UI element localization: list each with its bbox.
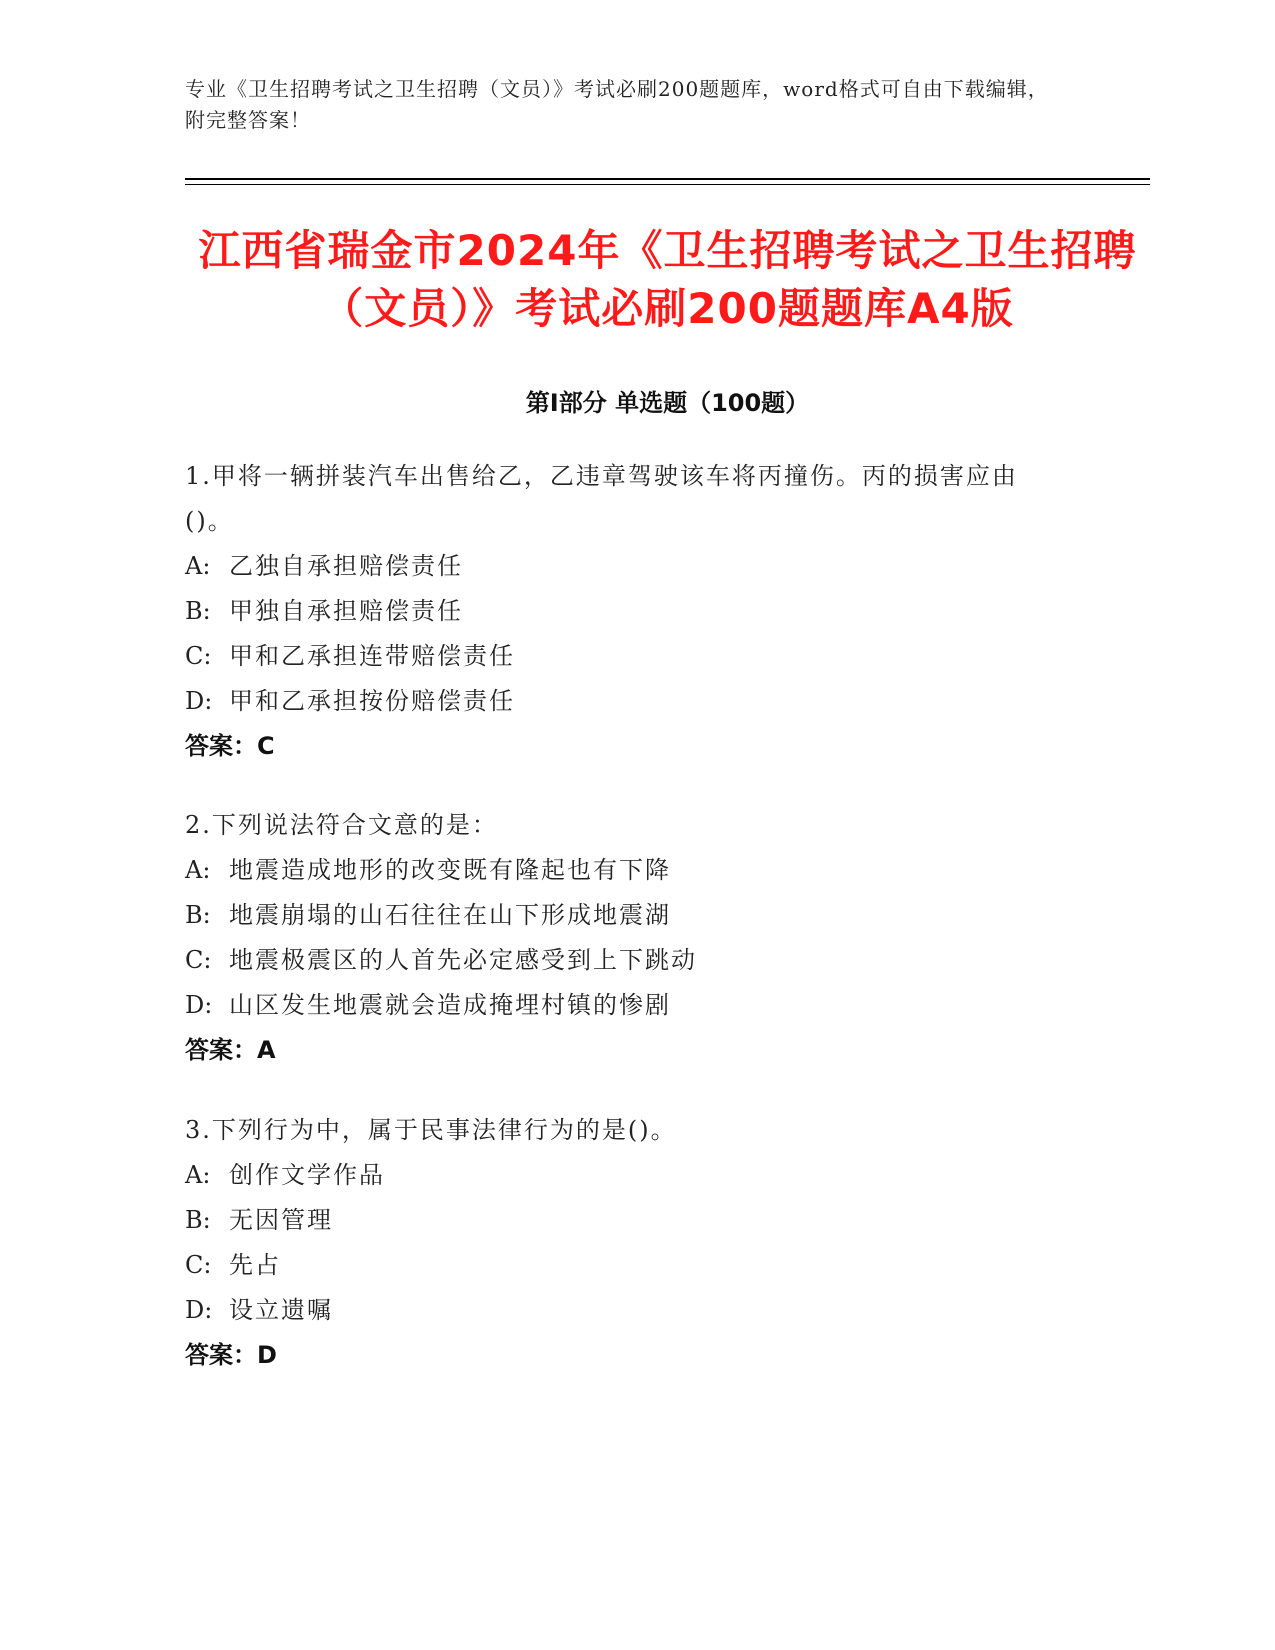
option-key: C: (185, 642, 212, 670)
option-key: B: (185, 901, 211, 929)
section-heading: 第Ⅰ部分 单选题（100题） (525, 389, 810, 417)
option-c (185, 1243, 1055, 1288)
option-text: 地震造成地形的改变既有隆起也有下降 (229, 856, 671, 884)
option-key: A: (185, 1161, 211, 1189)
option-text: 设立遗嘱 (229, 1296, 333, 1324)
option-key: C: (185, 946, 212, 974)
option-a (185, 1153, 1055, 1198)
option-text: 创作文学作品 (229, 1161, 385, 1189)
question-1 (185, 454, 1055, 769)
header-note: 专业《卫生招聘考试之卫生招聘（文员）》考试必刷200题题库，word格式可自由下载编辑，附完整答案！ (185, 77, 1049, 132)
header-rule-thick (185, 178, 1150, 180)
option-key: A: (185, 552, 211, 580)
answer-line: 答案：A (185, 1036, 276, 1064)
option-key: D: (185, 991, 213, 1019)
question-2 (185, 803, 1055, 1073)
option-a (185, 848, 1055, 893)
option-key: C: (185, 1251, 212, 1279)
option-key: A: (185, 856, 211, 884)
option-b (185, 1198, 1055, 1243)
question-text: 3.下列行为中，属于民事法律行为的是()。 (185, 1116, 677, 1144)
option-c (185, 634, 1055, 679)
option-key: B: (185, 1206, 211, 1234)
option-c (185, 938, 1055, 983)
option-text: 山区发生地震就会造成掩埋村镇的惨剧 (229, 991, 671, 1019)
option-d (185, 983, 1055, 1028)
option-text: 甲和乙承担按份赔偿责任 (229, 687, 515, 715)
option-b (185, 589, 1055, 634)
option-key: D: (185, 1296, 213, 1324)
option-text: 甲独自承担赔偿责任 (229, 597, 463, 625)
question-text: 2.下列说法符合文意的是： (185, 811, 498, 839)
option-text: 地震极震区的人首先必定感受到上下跳动 (229, 946, 697, 974)
option-text: 先占 (229, 1251, 281, 1279)
answer-line: 答案：C (185, 732, 275, 760)
option-text: 乙独自承担赔偿责任 (229, 552, 463, 580)
question-3 (185, 1108, 1055, 1378)
option-d (185, 679, 1055, 724)
option-a (185, 544, 1055, 589)
option-key: B: (185, 597, 211, 625)
option-d (185, 1288, 1055, 1333)
option-text: 地震崩塌的山石往往在山下形成地震湖 (229, 901, 671, 929)
header-rule-thin (185, 184, 1150, 185)
option-key: D: (185, 687, 213, 715)
option-b (185, 893, 1055, 938)
option-text: 甲和乙承担连带赔偿责任 (229, 642, 515, 670)
document-title: 江西省瑞金市2024年《卫生招聘考试之卫生招聘（文员）》考试必刷200题题库A4版 (198, 226, 1137, 333)
question-text: 1.甲将一辆拼装汽车出售给乙，乙违章驾驶该车将丙撞伤。丙的损害应由()。 (185, 462, 1018, 535)
option-text: 无因管理 (229, 1206, 333, 1234)
answer-line: 答案：D (185, 1341, 277, 1369)
